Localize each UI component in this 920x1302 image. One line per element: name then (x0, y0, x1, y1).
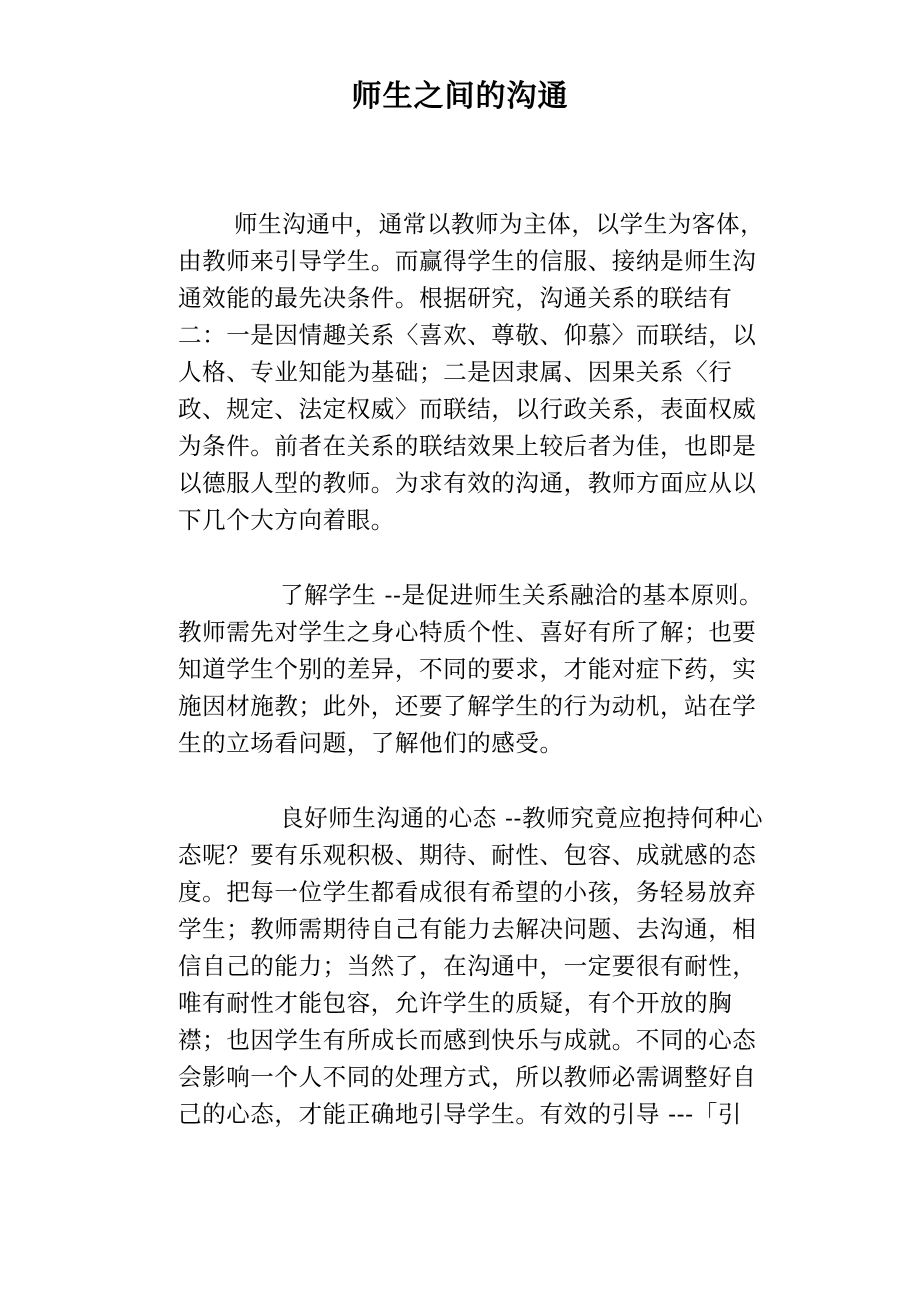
paragraph-2-line-3: 知道学生个别的差异，不同的要求，才能对症下药，实 (178, 655, 757, 683)
paragraph-1-line-3: 通效能的最先决条件。根据研究，沟通关系的联结有 (178, 284, 733, 312)
paragraph-1-line-5: 人格、专业知能为基础；二是因隶属、因果关系〈行 (178, 358, 733, 386)
paragraph-1-line-6: 政、规定、法定权威〉而联结，以行政关系，表面权威 (178, 395, 757, 423)
paragraph-3-line-7: 襟；也因学生有所成长而感到快乐与成就。不同的心态 (178, 1026, 757, 1054)
paragraph-3-line-3: 度。把每一位学生都看成很有希望的小孩，务轻易放弃 (178, 878, 757, 906)
paragraph-1-line-4: 二：一是因情趣关系〈喜欢、尊敬、仰慕〉而联结，以 (178, 321, 757, 349)
paragraph-2-line-1: 了解学生 --是促进师生关系融洽的基本原则。 (280, 581, 764, 609)
paragraph-3-line-4: 学生；教师需期待自己有能力去解决问题、去沟通，相 (178, 915, 757, 943)
paragraph-2-line-4: 施因材施教；此外，还要了解学生的行为动机，站在学 (178, 692, 757, 720)
document-title: 师生之间的沟通 (351, 79, 569, 114)
paragraph-1-line-8: 以德服人型的教师。为求有效的沟通，教师方面应从以 (178, 469, 757, 497)
paragraph-1-line-1: 师生沟通中，通常以教师为主体，以学生为客体， (234, 210, 765, 238)
paragraph-1-line-2: 由教师来引导学生。而赢得学生的信服、接纳是师生沟 (178, 247, 757, 275)
paragraph-3-line-2: 态呢？要有乐观积极、期待、耐性、包容、成就感的态 (178, 841, 757, 869)
paragraph-1-line-7: 为条件。前者在关系的联结效果上较后者为佳，也即是 (178, 432, 757, 460)
paragraph-3-line-6: 唯有耐性才能包容，允许学生的质疑，有个开放的胸 (178, 989, 733, 1017)
paragraph-3-line-9: 己的心态，才能正确地引导学生。有效的引导 ---「引 (178, 1100, 742, 1128)
paragraph-1-line-9: 下几个大方向着眼。 (178, 506, 395, 534)
paragraph-3-line-5: 信自己的能力；当然了，在沟通中，一定要很有耐性， (178, 952, 757, 980)
paragraph-2-line-2: 教师需先对学生之身心特质个性、喜好有所了解；也要 (178, 618, 757, 646)
paragraph-3-line-1: 良好师生沟通的心态 --教师究竟应抱持何种心 (280, 804, 764, 832)
paragraph-3-line-8: 会影响一个人不同的处理方式，所以教师必需调整好自 (178, 1063, 757, 1091)
paragraph-2-line-5: 生的立场看问题，了解他们的感受。 (178, 729, 564, 757)
